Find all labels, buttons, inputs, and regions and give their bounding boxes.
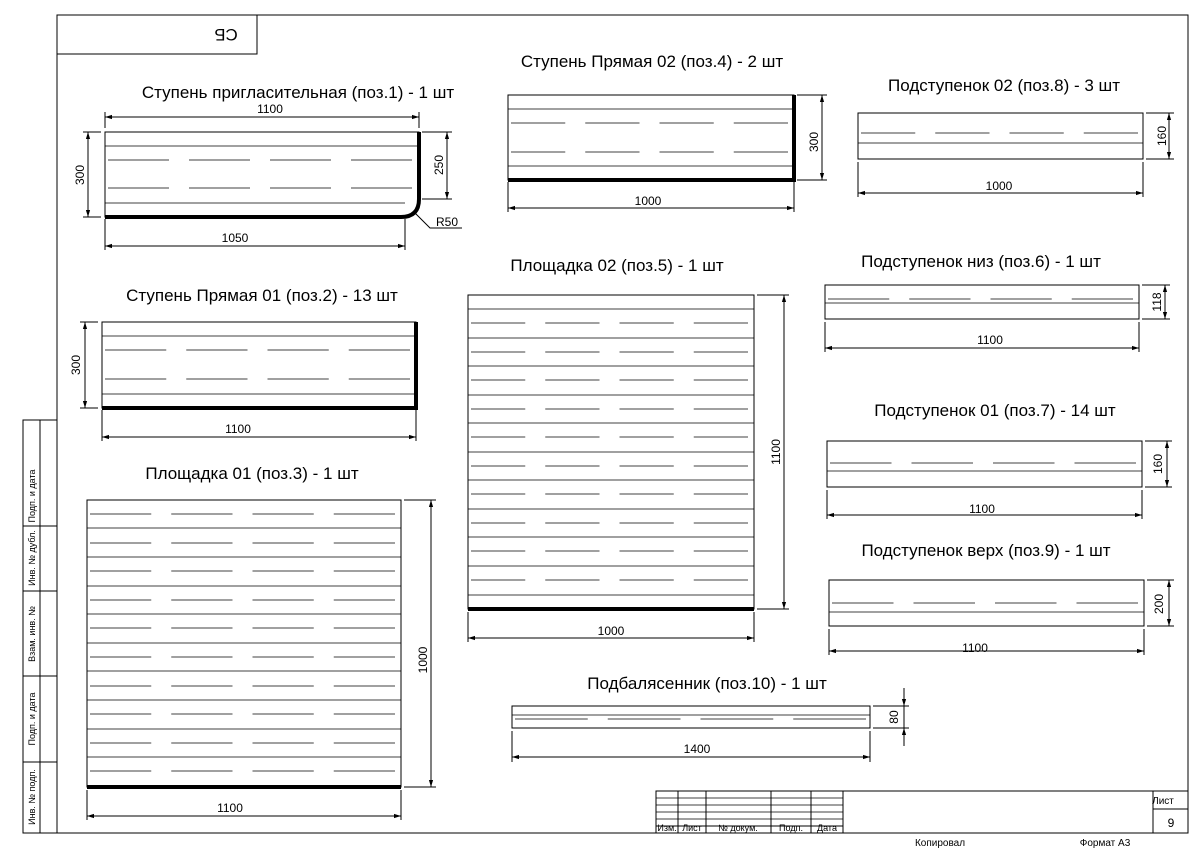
part-3-title: Площадка 01 (поз.3) - 1 шт (145, 464, 359, 483)
col-signature: Подп. (779, 823, 803, 833)
part-6-riser-bottom (825, 252, 1170, 352)
part-10-title: Подбалясенник (поз.10) - 1 шт (587, 674, 827, 693)
side-label-orig-inv: Инв. № подп. (27, 769, 37, 825)
sheet-label: Лист (1152, 796, 1174, 807)
part-5-title: Площадка 02 (поз.5) - 1 шт (510, 256, 724, 275)
part-6-title: Подступенок низ (поз.6) - 1 шт (861, 252, 1101, 271)
part-2-straight-step-01 (69, 286, 416, 441)
part-1-dim-top: 1100 (257, 102, 283, 116)
part-2-dim-left: 300 (69, 354, 83, 376)
part-2-title: Ступень Прямая 01 (поз.2) - 13 шт (126, 286, 398, 305)
part-3-board-lines (87, 528, 401, 757)
side-label-replace-inv: Взам. инв. № (27, 606, 37, 662)
part-8-dim-bottom: 1000 (985, 179, 1013, 193)
side-label-sign-date-2: Подп. и дата (27, 692, 37, 746)
part-3-dim-bottom: 1100 (217, 801, 243, 815)
part-3-dim-right: 1000 (416, 646, 430, 674)
part-9-title: Подступенок верх (поз.9) - 1 шт (861, 541, 1111, 560)
part-6-dim-right: 118 (1150, 292, 1164, 312)
sheet-number: 9 (1167, 816, 1175, 830)
col-doc-number: № докум. (718, 823, 758, 833)
part-5-dim-bottom: 1000 (597, 624, 625, 638)
part-10-dim-right: 80 (887, 710, 901, 724)
part-1-dim-right: 250 (432, 154, 446, 176)
side-strip (23, 420, 57, 833)
part-5-grain-lines (471, 323, 748, 580)
stamp-code: СБ (214, 25, 238, 44)
copied-label: Копировал (914, 838, 966, 849)
part-8-riser-02 (858, 76, 1174, 197)
part-7-riser-01 (827, 401, 1172, 519)
part-9-dim-right: 200 (1152, 593, 1166, 615)
col-list: Лист (682, 823, 702, 833)
part-4-grain-lines (511, 123, 788, 152)
part-1-title: Ступень пригласительная (поз.1) - 1 шт (141, 83, 455, 102)
part-8-title: Подступенок 02 (поз.8) - 3 шт (888, 76, 1120, 95)
part-1-invitation-step (73, 83, 462, 250)
side-label-dup-inv: Инв. № дубл. (27, 530, 37, 586)
part-1-grain-lines (108, 160, 412, 188)
title-block (656, 791, 1188, 849)
part-4-straight-step-02 (508, 52, 827, 212)
part-2-grain-lines (105, 350, 410, 379)
side-label-sign-date-1: Подп. и дата (27, 469, 37, 523)
part-9-riser-top (829, 541, 1174, 655)
part-4-dim-right: 300 (807, 131, 821, 153)
stamp-box (57, 15, 257, 54)
part-3-landing-01 (87, 464, 436, 820)
part-1-dim-left: 300 (73, 164, 87, 186)
col-izm: Изм. (657, 823, 677, 833)
format-label: Формат А3 (1079, 838, 1131, 849)
part-6-dim-bottom: 1100 (977, 333, 1003, 347)
col-date: Дата (817, 823, 837, 833)
part-10-dim-bottom: 1400 (683, 742, 711, 756)
part-7-dim-right: 160 (1151, 453, 1165, 475)
part-1-dim-bottom: 1050 (221, 231, 249, 245)
part-8-dim-right: 160 (1155, 125, 1169, 147)
part-9-dim-bottom: 1100 (962, 641, 988, 655)
part-10-baluster-base (512, 674, 909, 762)
part-1-radius: R50 (436, 215, 459, 229)
part-2-dim-bottom: 1100 (225, 422, 251, 436)
part-7-title: Подступенок 01 (поз.7) - 14 шт (874, 401, 1116, 420)
part-4-dim-bottom: 1000 (634, 194, 662, 208)
part-7-dim-bottom: 1100 (969, 502, 995, 516)
part-3-grain-lines (90, 514, 395, 771)
part-4-title: Ступень Прямая 02 (поз.4) - 2 шт (520, 52, 784, 71)
part-5-dim-right: 1100 (769, 439, 783, 465)
part-5-landing-02 (468, 256, 789, 642)
